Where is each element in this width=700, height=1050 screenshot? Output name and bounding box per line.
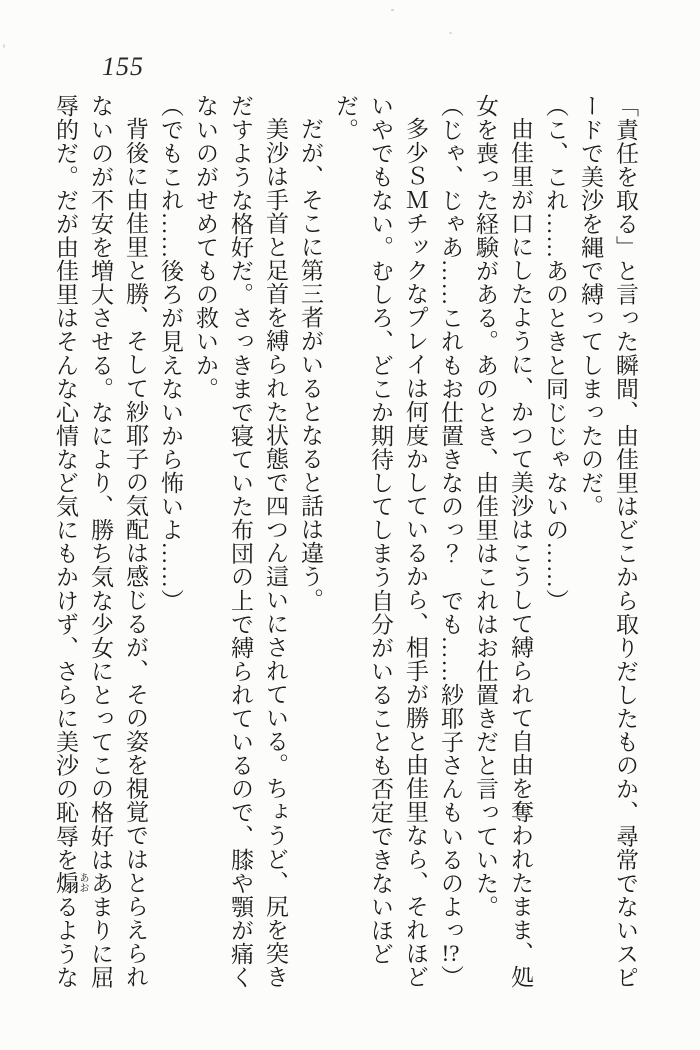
paragraph: だが、そこに第三者がいるとなると話は違う。 [298, 117, 323, 612]
paragraph: （でもこれ……後ろが見えないから怖いよ……） [158, 94, 183, 613]
tate-chu-yoko: !? [441, 941, 460, 965]
paragraph: 多少ＳＭチックなプレイは何度かしているから、相手が勝と由佳里なら、それほどいやでもない。むしろ、どこか期待してしまう自分がいることも否定できないほどだ。 [333, 94, 428, 989]
vertical-text-block [48, 94, 643, 996]
paragraph: 美沙は手首と足首を縛られた状態で四つん這いにされている。ちょうど、尻を突きだすような格好だ。さっきまで寝ていた布団の上で縛られているので、膝や顎が痛くないのがせめてもの救いか。 [193, 94, 288, 989]
paragraph: 背後に由佳里と勝、そして紗耶子の気配は感じるが、その姿を視覚ではとらえられないのが不安を増大させる。なにより、勝ち気な少女にとってこの格好はあまりに屈辱的だ。だが由佳里はそんな心情など気にもかけず、さらに美沙の恥辱を煽 あおるような [53, 94, 148, 989]
page-number: 155 [102, 52, 144, 81]
paragraph: 「責任を取る」と言った瞬間、由佳里はどこから取りだしたものか、尋常でないスピードで美沙を縄で縛ってしまったのだ。 [578, 94, 638, 989]
ruby-annotated-text: 煽 あお [53, 871, 88, 895]
paragraph: （こ、これ……あのときと同じじゃないの……） [543, 94, 568, 613]
scan-speck [449, 32, 452, 34]
scan-speck [391, 9, 394, 11]
paragraph: （じゃ、じゃあ……これもお仕置きなのっ？ でも……紗耶子さんもいるのよっ!?） [438, 94, 463, 989]
paragraph: 由佳里が口にしたように、かつて美沙はこうして縛られて自由を奪われたまま、処女を喪った経験がある。あのとき、由佳里はこれはお仕置きだと言っていた。 [473, 94, 533, 989]
scan-speck [3, 44, 5, 48]
